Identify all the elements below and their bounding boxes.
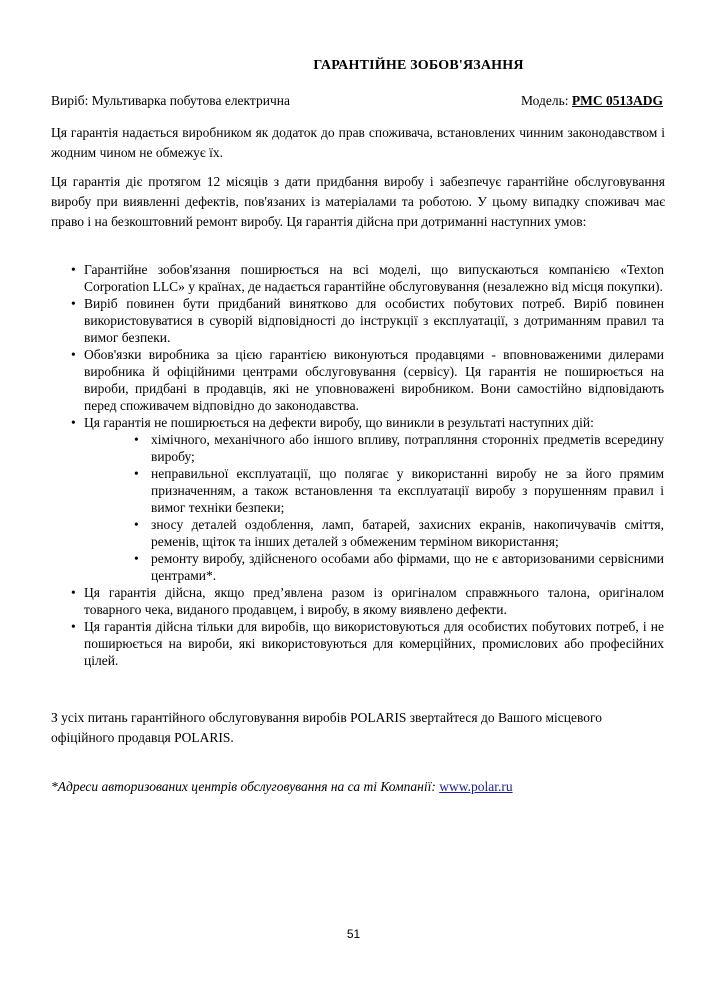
- exclusion-item: • ремонту виробу, здійсненого особами або фірмами, що не є авторизованими сервісними центрами*.: [134, 550, 664, 584]
- condition-item: • Ця гарантія дійсна тільки для виробів, що використовуються для особистих побутових потреб, і не поширюється на вироби, які використовуються для комерційних, промислових або професійних цілей.: [70, 618, 664, 669]
- product-label: Виріб: Мультиварка побутова електрична: [51, 93, 290, 108]
- exclusion-item: • неправильної експлуатації, що полягає у використанні виробу не за його прямим призначенням, а також встановлення та експлуатації виробу з порушенням правил і вимог техніки безпеки;: [134, 465, 664, 516]
- document-title: ГАРАНТІЙНЕ ЗОБОВ'ЯЗАННЯ: [313, 58, 524, 73]
- warranty-term-paragraph: Ця гарантія діє протягом 12 місяців з дати придбання виробу і забезпечує гарантійне обслуговування виробу при виявленні дефектів, пов'язаних із матеріалами та роботою. У цьому випадку споживач має право і на безкоштовний ремонт виробу. Ця гарантія дійсна при дотриманні наступних умов:: [51, 174, 665, 229]
- conditions-list: [70, 261, 664, 669]
- company-website-link[interactable]: www.polar.ru: [439, 779, 513, 794]
- page-number: 51: [346, 927, 361, 941]
- condition-item: • Обов'язки виробника за цією гарантією виконуються продавцями - вповноваженими дилерами виробника й офіційними центрами обслуговування (сервісу). Ця гарантія не поширюється на вироби, придбані в продавців, які не уповноважені виробником. Вони самостійно відповідають перед споживачем відповідно до законодавства.: [70, 346, 664, 414]
- condition-item: • Виріб повинен бути придбаний винятково для особистих побутових потреб. Виріб повинен використовуватися в суворій відповідності до інструкції з експлуатації, з дотриманням правил та вимог безпеки.: [70, 295, 664, 346]
- intro-paragraph: Ця гарантія надається виробником як додаток до прав споживача, встановлених чинним законодавством і жодним чином не обмежує їх.: [51, 125, 665, 160]
- model-label: Модель:: [520, 93, 572, 108]
- product-row: [51, 93, 663, 109]
- exclusions-list: [134, 431, 664, 584]
- exclusion-item: • зносу деталей оздоблення, ламп, батарей, захисних екранів, накопичувачів сміття, ременів, щіток та інших деталей з обмеженим терміном використання;: [134, 516, 664, 550]
- model-info: [521, 93, 663, 109]
- condition-item: • Гарантійне зобов'язання поширюється на всі моделі, що випускаються компанією «Texton Corporation LLC» у країнах, де надається гарантійне обслуговування (незалежно від місця покупки).: [70, 261, 664, 295]
- model-value: PMC 0513ADG: [571, 93, 663, 108]
- condition-item: • Ця гарантія дійсна, якщо пред’явлена разом із оригіналом справжнього талона, оригіналом товарного чека, виданого продавцем, і виробу, в якому виявлено дефекти.: [70, 584, 664, 618]
- condition-item: • Ця гарантія не поширюється на дефекти виробу, що виникли в результаті наступних дій: • хімічного, механічного або іншого впливу, потрапляння сторонніх предметів всередину виробу; • неправильної експлуатації, що полягає у використанні виробу не за його прямим призначенням, а також встановлення та експлуатації виробу з порушенням правил і вимог техніки безпеки; • зносу деталей оздоблення, ламп, батарей, захисних екранів, накопичувачів сміття, ременів, щіток та інших деталей з обмеженим терміном використання; • ремонту виробу, здійсненого особами або фірмами, що не є авторизованими сервісними центрами*.: [70, 414, 664, 584]
- footnote-text: *Адреси авторизованих центрів обслуговування на са ті Компанії:: [51, 779, 440, 794]
- exclusion-item: • хімічного, механічного або іншого впливу, потрапляння сторонніх предметів всередину виробу;: [134, 431, 664, 465]
- service-contact-paragraph: З усіх питань гарантійного обслуговування виробів POLARIS звертайтеся до Вашого місцевого офіційного продавця POLARIS.: [51, 710, 602, 745]
- footnote: [51, 779, 513, 795]
